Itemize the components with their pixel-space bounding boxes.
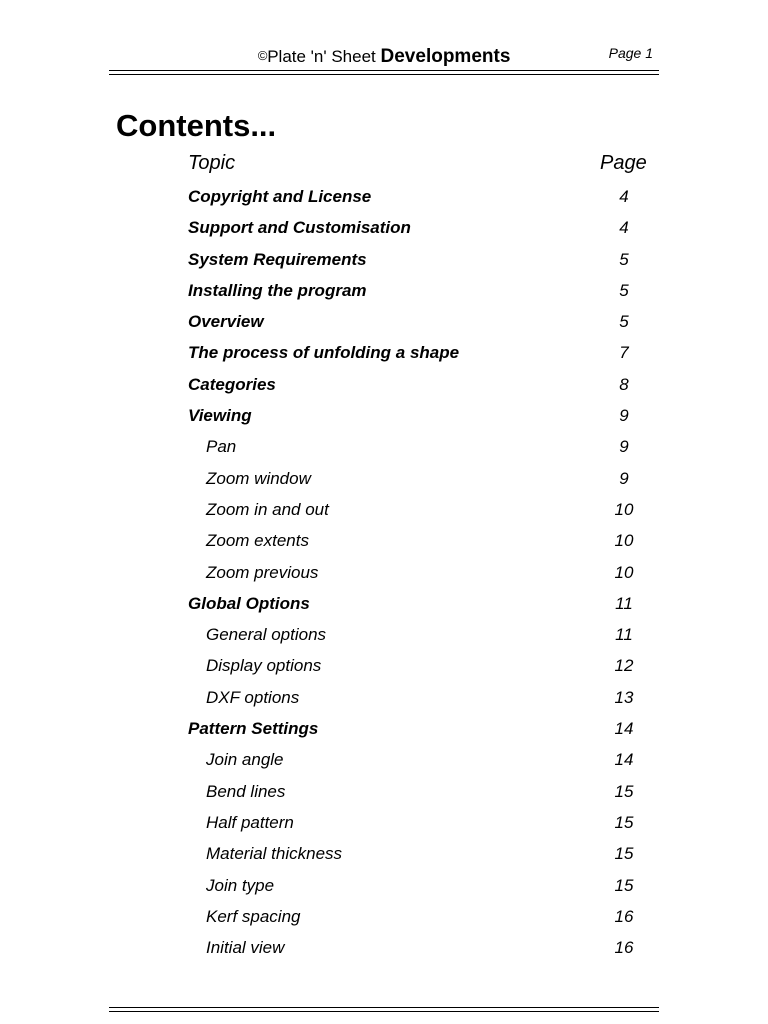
toc-entry-label: Half pattern xyxy=(206,812,294,832)
toc-entry-page: 15 xyxy=(614,844,634,864)
toc-entry-page: 4 xyxy=(619,187,629,206)
toc-subentry[interactable] xyxy=(0,465,768,496)
table-of-contents xyxy=(0,183,768,965)
page-column-header: Page xyxy=(600,152,647,174)
toc-entry-label: Zoom previous xyxy=(206,562,319,582)
toc-entry-label: Viewing xyxy=(188,406,252,426)
toc-entry-page: 5 xyxy=(619,280,629,300)
toc-subentry[interactable] xyxy=(0,778,768,809)
toc-entry-label: System Requirements xyxy=(188,249,367,269)
toc-subentry[interactable] xyxy=(0,652,768,683)
toc-subentry[interactable] xyxy=(0,746,768,777)
toc-subentry[interactable] xyxy=(0,559,768,590)
toc-entry-page: 9 xyxy=(619,406,629,426)
toc-entry-page: 7 xyxy=(619,343,629,363)
toc-entry-label: Display options xyxy=(206,656,322,676)
toc-entry[interactable] xyxy=(0,590,768,621)
page-header xyxy=(0,0,768,80)
toc-entry-page: 12 xyxy=(614,656,634,676)
toc-entry-label: Support and Customisation xyxy=(188,218,411,238)
toc-entry-label: Overview xyxy=(188,312,264,332)
header-rule-top xyxy=(109,70,659,71)
toc-entry-label: Zoom window xyxy=(206,468,311,488)
toc-subentry[interactable] xyxy=(0,527,768,558)
toc-entry-page: 11 xyxy=(615,625,633,645)
toc-entry-page: 8 xyxy=(619,374,629,394)
toc-entry-label: Pattern Settings xyxy=(188,719,319,739)
copyright-symbol: © xyxy=(257,48,268,63)
toc-subentry[interactable] xyxy=(0,840,768,871)
toc-subentry[interactable] xyxy=(0,903,768,934)
toc-entry-page: 5 xyxy=(619,249,629,269)
toc-entry-label: Bend lines xyxy=(206,781,286,801)
toc-entry-page: 14 xyxy=(614,750,634,770)
toc-subentry[interactable] xyxy=(0,433,768,464)
toc-entry-label: Join type xyxy=(206,875,275,895)
toc-entry-label: Copyright and License xyxy=(188,187,372,206)
toc-entry-page: 13 xyxy=(614,687,634,707)
toc-entry[interactable] xyxy=(0,246,768,277)
toc-entry-page: 5 xyxy=(619,312,629,332)
toc-subentry[interactable] xyxy=(0,809,768,840)
toc-entry-label: Kerf spacing xyxy=(206,906,301,926)
toc-entry-label: Installing the program xyxy=(188,280,367,300)
toc-entry-label: Material thickness xyxy=(206,844,343,864)
toc-entry-page: 4 xyxy=(619,218,629,238)
toc-subentry[interactable] xyxy=(0,872,768,903)
toc-entry-label: Zoom in and out xyxy=(206,499,329,519)
footer-rule-bottom xyxy=(109,1011,659,1012)
brand-suffix: Developments xyxy=(380,46,511,67)
toc-entry-page: 15 xyxy=(614,781,634,801)
toc-entry[interactable] xyxy=(0,715,768,746)
toc-entry-page: 9 xyxy=(619,468,629,488)
toc-entry-page: 16 xyxy=(614,938,634,958)
toc-entry-label: The process of unfolding a shape xyxy=(188,343,460,363)
toc-entry[interactable] xyxy=(0,308,768,339)
toc-subentry[interactable] xyxy=(0,934,768,965)
toc-entry-label: General options xyxy=(206,625,327,645)
toc-entry-page: 10 xyxy=(614,499,634,519)
toc-entry-page: 11 xyxy=(615,593,633,613)
toc-entry-label: Categories xyxy=(188,374,276,394)
brand-prefix: Plate 'n' Sheet xyxy=(267,47,376,66)
toc-entry-page: 15 xyxy=(614,875,634,895)
page-number: Page 1 xyxy=(608,45,653,61)
toc-entry[interactable] xyxy=(0,402,768,433)
topic-column-header: Topic xyxy=(188,152,236,174)
toc-entry[interactable] xyxy=(0,214,768,245)
toc-entry[interactable] xyxy=(0,183,768,214)
toc-entry-label: Global Options xyxy=(188,593,310,613)
toc-entry-page: 10 xyxy=(614,531,634,551)
toc-entry-page: 14 xyxy=(614,719,634,739)
toc-entry-page: 15 xyxy=(614,812,634,832)
toc-entry-label: Zoom extents xyxy=(206,531,309,551)
toc-entry-label: Initial view xyxy=(206,938,285,958)
contents-heading: Contents... xyxy=(116,108,277,143)
toc-entry[interactable] xyxy=(0,277,768,308)
header-rule-bottom xyxy=(109,74,659,75)
toc-entry-page: 9 xyxy=(619,437,629,457)
toc-entry-label: DXF options xyxy=(206,687,300,707)
toc-entry-page: 16 xyxy=(614,906,634,926)
toc-entry[interactable] xyxy=(0,339,768,370)
toc-subentry[interactable] xyxy=(0,496,768,527)
toc-entry-page: 10 xyxy=(614,562,634,582)
toc-subentry[interactable] xyxy=(0,621,768,652)
toc-entry-label: Join angle xyxy=(206,750,284,770)
toc-entry[interactable] xyxy=(0,371,768,402)
toc-entry-label: Pan xyxy=(206,437,237,457)
toc-subentry[interactable] xyxy=(0,684,768,715)
footer-rule-top xyxy=(109,1007,659,1008)
